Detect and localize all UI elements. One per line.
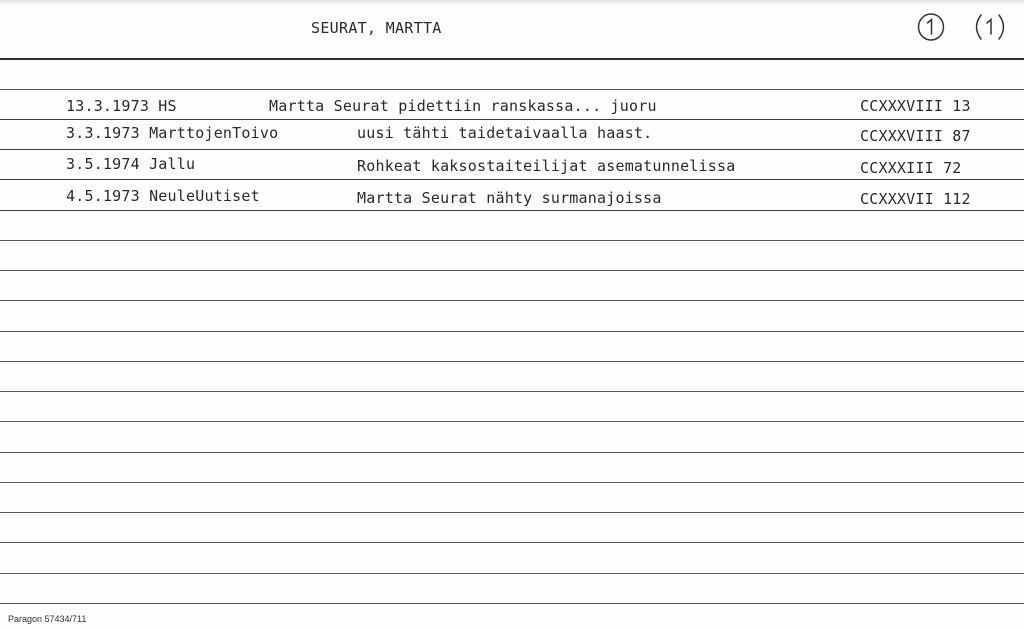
rule-line	[0, 149, 1024, 150]
rule-line	[0, 119, 1024, 120]
rule-line	[0, 603, 1024, 604]
rule-line	[0, 270, 1024, 271]
rule-line	[0, 391, 1024, 392]
rule-line	[0, 512, 1024, 513]
rule-line	[0, 573, 1024, 574]
entry-reference: CCXXXVIII 87	[860, 127, 971, 145]
printer-imprint: Paragon 57434/711	[8, 614, 87, 624]
entry-title: Rohkeat kaksostaiteilijat asematunnelissa	[357, 157, 736, 175]
rule-line	[0, 331, 1024, 332]
entry-reference: CCXXXIII 72	[860, 159, 962, 177]
entry-reference: CCXXXVII 112	[860, 190, 971, 208]
rule-line	[0, 300, 1024, 301]
entry-date-source: 4.5.1973 NeuleUutiset	[66, 187, 260, 205]
handwritten-circled-number	[917, 12, 945, 42]
rule-line	[0, 542, 1024, 543]
entry-date-source: 3.3.1973 MarttojenToivo	[66, 124, 279, 142]
rule-line	[0, 361, 1024, 362]
rule-line	[0, 89, 1024, 90]
entry-title: uusi tähti taidetaivaalla haast.	[357, 124, 653, 142]
rule-line	[0, 452, 1024, 453]
handwritten-parenthesized-number	[973, 12, 1001, 42]
entry-date-source: 3.5.1974 Jallu	[66, 155, 196, 173]
entry-title: Martta Seurat pidettiin ranskassa... juoru	[269, 97, 657, 115]
rule-line	[0, 240, 1024, 241]
rule-line	[0, 210, 1024, 211]
entry-date-source: 13.3.1973 HS	[66, 97, 177, 115]
rule-line	[0, 421, 1024, 422]
card-top-edge	[0, 0, 1024, 6]
entry-title: Martta Seurat nähty surmanajoissa	[357, 189, 662, 207]
rule-header	[0, 58, 1024, 60]
rule-line	[0, 482, 1024, 483]
entry-reference: CCXXXVIII 13	[860, 97, 971, 115]
rule-line	[0, 179, 1024, 180]
card-heading-name: SEURAT, MARTTA	[311, 19, 442, 37]
